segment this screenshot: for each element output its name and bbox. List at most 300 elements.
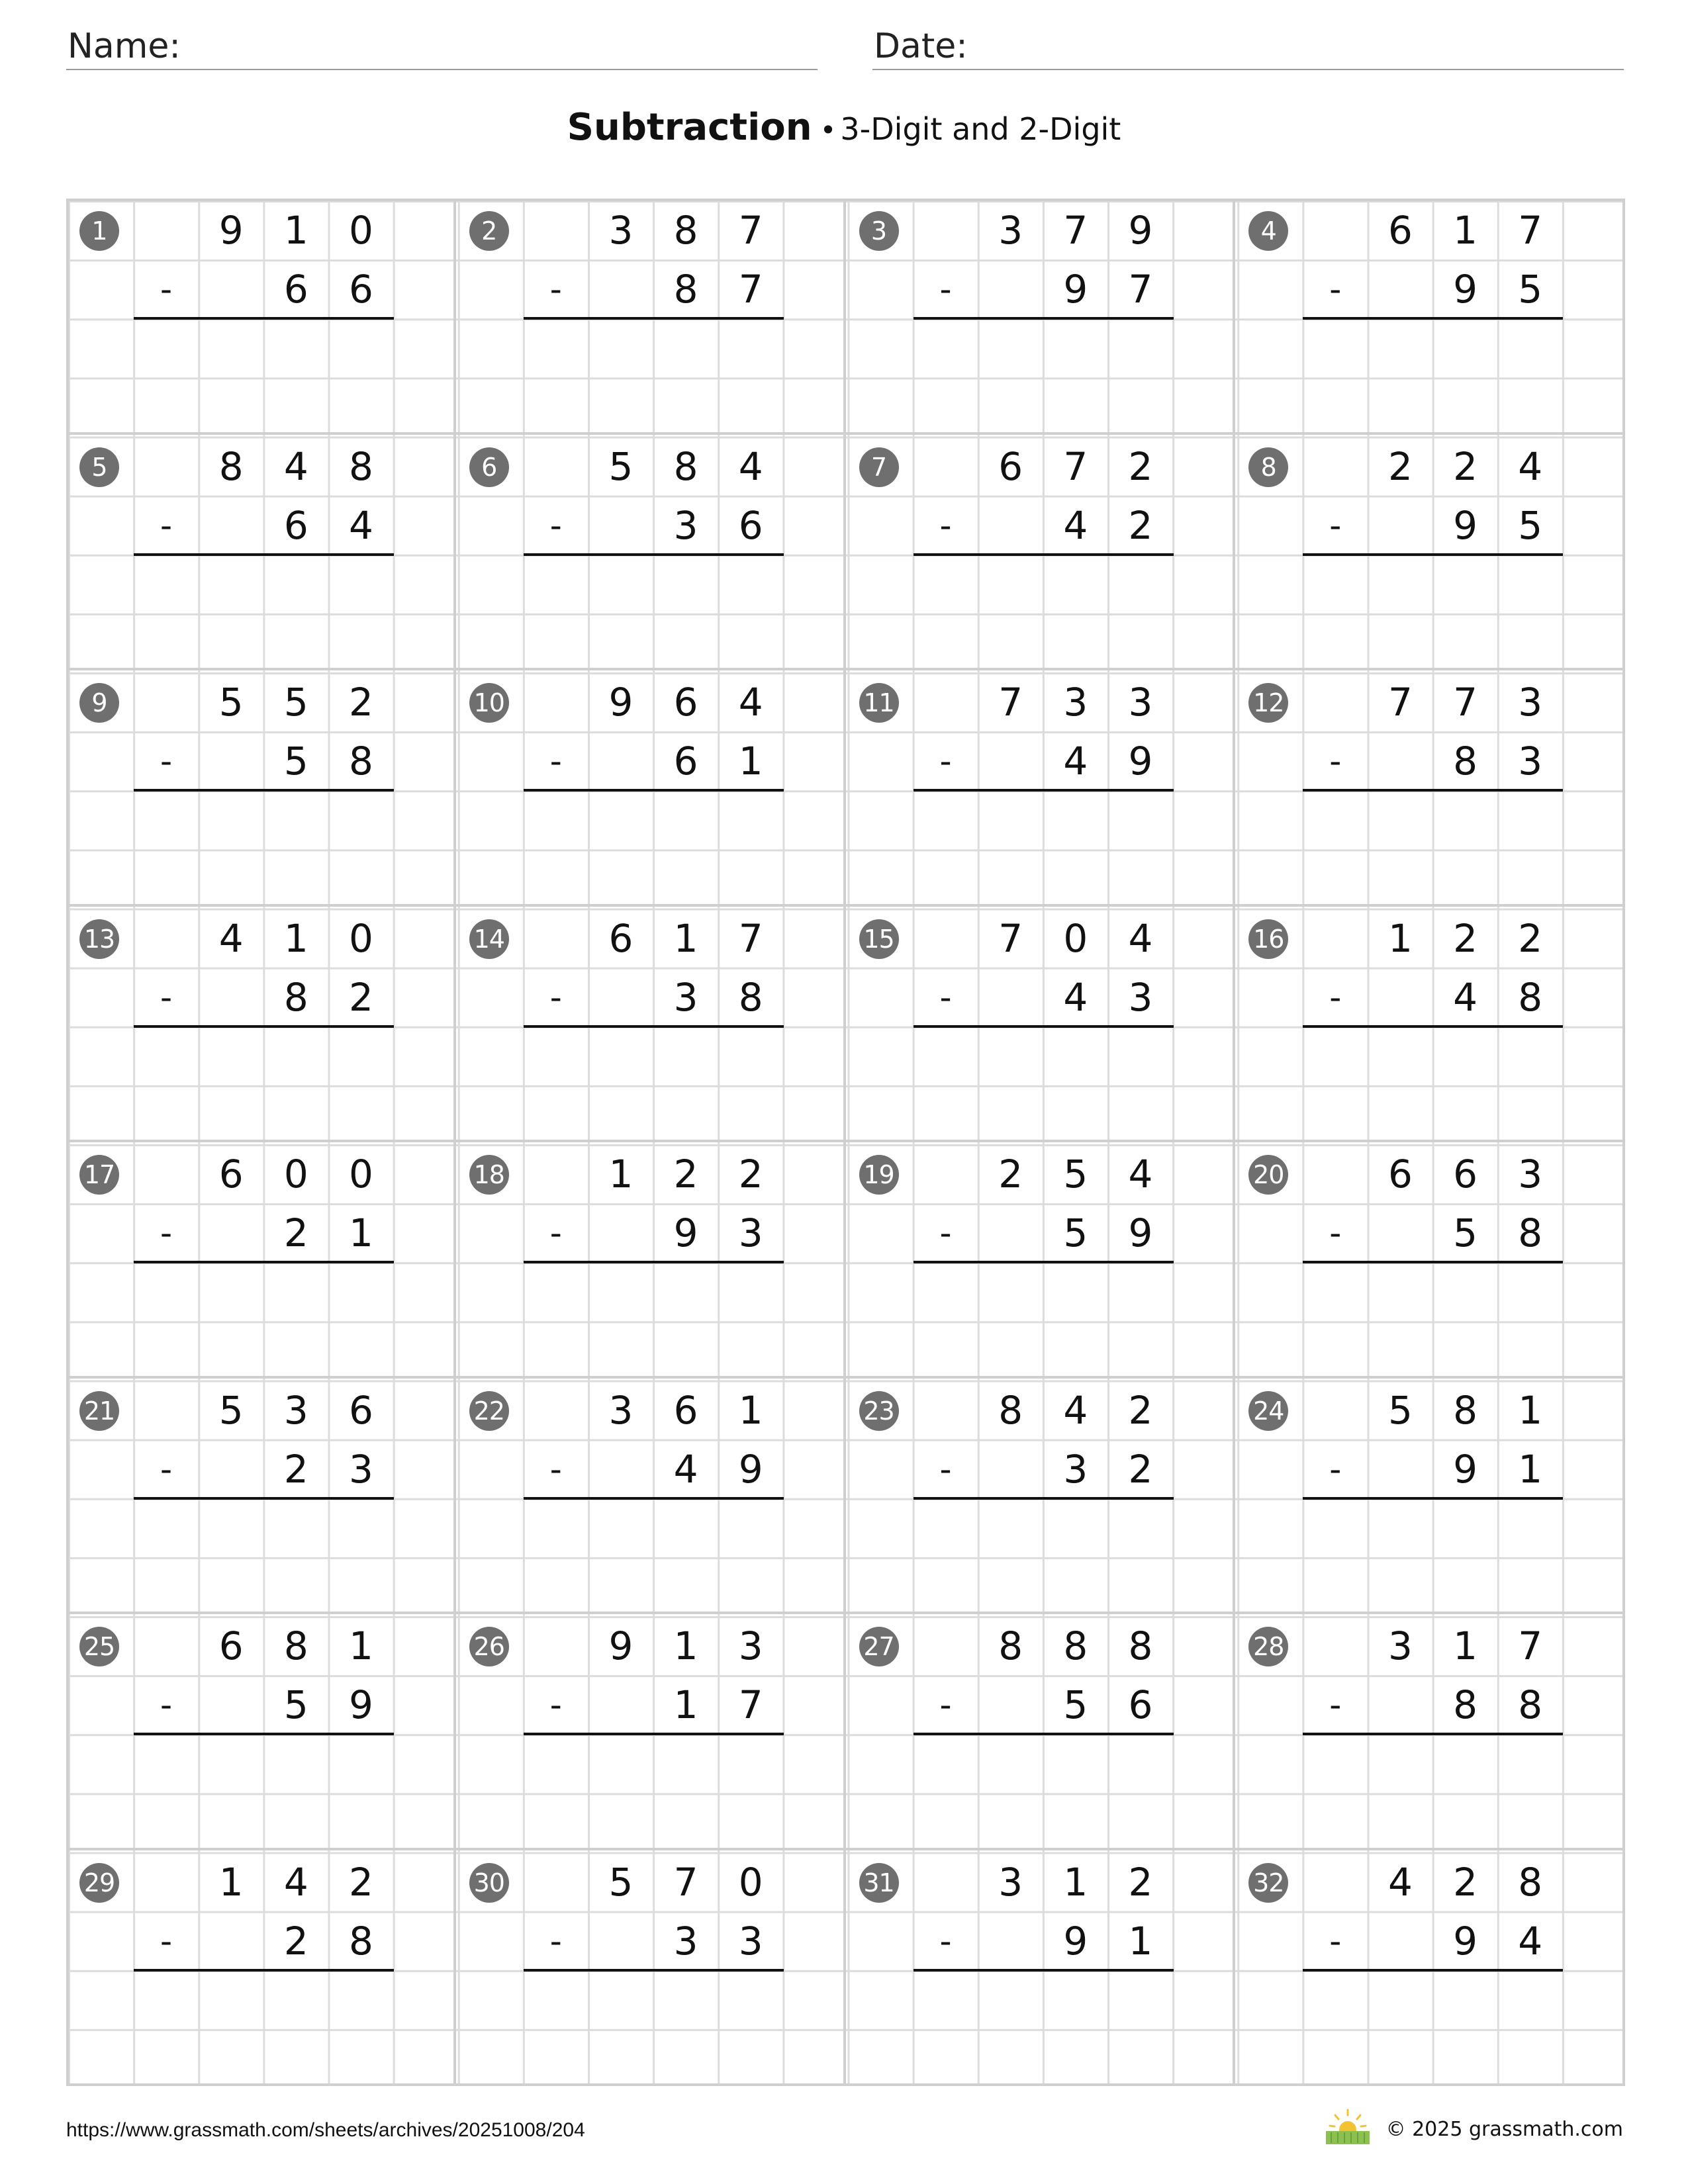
answer-area[interactable] xyxy=(524,319,784,434)
problem-17 xyxy=(66,1142,456,1379)
problem-number-badge: 21 xyxy=(79,1391,119,1431)
problem-number-badge: 22 xyxy=(469,1391,509,1431)
minuend-digit: 7 xyxy=(1518,1623,1543,1668)
problem-21 xyxy=(66,1379,456,1615)
minuend-digit: 7 xyxy=(1453,680,1478,725)
subtrahend-digit: 9 xyxy=(1453,1446,1478,1492)
minuend-digit: 1 xyxy=(1453,208,1478,253)
minuend-digit: 3 xyxy=(283,1387,308,1433)
subtrahend-digit: 3 xyxy=(349,1446,373,1492)
minus-sign: - xyxy=(1329,1921,1342,1960)
minus-sign: - xyxy=(939,506,952,545)
minus-sign: - xyxy=(1329,1214,1342,1252)
subtrahend-digit: 8 xyxy=(673,267,698,312)
minuend-digit: 6 xyxy=(349,1387,373,1433)
minuend-digit: 3 xyxy=(998,1859,1023,1905)
minuend-digit: 6 xyxy=(1388,208,1413,253)
title-separator: • xyxy=(820,114,837,146)
minus-sign: - xyxy=(160,270,173,308)
answer-area[interactable] xyxy=(524,1027,784,1142)
subtrahend-digit: 3 xyxy=(738,1918,763,1964)
minuend-digit: 1 xyxy=(283,208,308,253)
problem-6 xyxy=(456,435,846,671)
problem-number-badge: 4 xyxy=(1248,211,1288,251)
minuend-digit: 4 xyxy=(1388,1859,1413,1905)
minuend-digit: 1 xyxy=(1453,1623,1478,1668)
problem-4 xyxy=(1235,199,1625,435)
problem-number-badge: 28 xyxy=(1248,1627,1288,1666)
minuend-digit: 8 xyxy=(673,208,698,253)
minuend-digit: 7 xyxy=(738,208,763,253)
problem-number-badge: 2 xyxy=(469,211,509,251)
answer-area[interactable] xyxy=(134,1971,394,2086)
answer-area[interactable] xyxy=(1303,1263,1563,1378)
minuend-digit: 5 xyxy=(283,680,308,725)
minuend-digit: 3 xyxy=(1518,680,1543,725)
minuend-digit: 3 xyxy=(608,1387,633,1433)
minus-sign: - xyxy=(549,506,562,545)
answer-area[interactable] xyxy=(524,1499,784,1614)
minuend-digit: 4 xyxy=(1518,443,1543,489)
problem-27 xyxy=(846,1614,1236,1850)
name-field[interactable] xyxy=(66,23,818,70)
minuend-digit: 8 xyxy=(218,443,244,489)
answer-area[interactable] xyxy=(1303,319,1563,434)
minuend-digit: 2 xyxy=(738,1152,763,1197)
grass-band xyxy=(1326,2131,1370,2144)
problem-number-badge: 18 xyxy=(469,1155,509,1195)
problem-number-badge: 16 xyxy=(1248,919,1288,959)
subtrahend-digit: 6 xyxy=(673,739,698,784)
minuend-digit: 8 xyxy=(1453,1387,1478,1433)
subtrahend-digit: 1 xyxy=(1128,1918,1153,1964)
problem-24 xyxy=(1235,1379,1625,1615)
answer-area[interactable] xyxy=(914,319,1174,434)
title-subtitle: 3-Digit and 2-Digit xyxy=(840,111,1121,147)
minuend-digit: 0 xyxy=(1063,915,1088,961)
problem-20 xyxy=(1235,1142,1625,1379)
minuend-digit: 5 xyxy=(1063,1152,1088,1197)
minus-sign: - xyxy=(1329,1686,1342,1724)
answer-area[interactable] xyxy=(524,1263,784,1378)
problem-3 xyxy=(846,199,1236,435)
problem-number-badge: 17 xyxy=(79,1155,119,1195)
problem-11 xyxy=(846,670,1236,907)
minuend-digit: 8 xyxy=(673,443,698,489)
minuend-digit: 2 xyxy=(1128,1387,1153,1433)
problem-7 xyxy=(846,435,1236,671)
minuend-digit: 3 xyxy=(1063,680,1088,725)
subtrahend-digit: 3 xyxy=(1128,974,1153,1020)
problem-5 xyxy=(66,435,456,671)
problem-15 xyxy=(846,907,1236,1143)
subtrahend-digit: 5 xyxy=(1518,267,1543,312)
minuend-digit: 7 xyxy=(998,680,1023,725)
minuend-digit: 5 xyxy=(218,1387,244,1433)
subtrahend-digit: 8 xyxy=(1518,974,1543,1020)
problem-22 xyxy=(456,1379,846,1615)
minuend-digit: 2 xyxy=(1453,915,1478,961)
problem-number-badge: 11 xyxy=(859,683,899,723)
subtrahend-digit: 6 xyxy=(738,502,763,548)
answer-area[interactable] xyxy=(134,1027,394,1142)
minus-sign: - xyxy=(160,506,173,545)
minus-sign: - xyxy=(549,1921,562,1960)
minuend-digit: 8 xyxy=(998,1623,1023,1668)
answer-area[interactable] xyxy=(914,1971,1174,2086)
problem-16 xyxy=(1235,907,1625,1143)
subtrahend-digit: 2 xyxy=(283,1446,308,1492)
minus-sign: - xyxy=(939,1686,952,1724)
minus-sign: - xyxy=(160,1214,173,1252)
problem-number-badge: 26 xyxy=(469,1627,509,1666)
problem-18 xyxy=(456,1142,846,1379)
subtrahend-digit: 9 xyxy=(1453,1918,1478,1964)
answer-area[interactable] xyxy=(524,791,784,906)
minuend-digit: 4 xyxy=(1128,1152,1153,1197)
subtrahend-digit: 1 xyxy=(673,1682,698,1728)
problem-number-badge: 10 xyxy=(469,683,509,723)
subtrahend-digit: 4 xyxy=(1518,1918,1543,1964)
subtrahend-digit: 9 xyxy=(673,1210,698,1256)
answer-area[interactable] xyxy=(1303,791,1563,906)
subtrahend-digit: 1 xyxy=(738,739,763,784)
minuend-digit: 3 xyxy=(1388,1623,1413,1668)
problem-number-badge: 6 xyxy=(469,447,509,487)
subtrahend-digit: 6 xyxy=(283,267,308,312)
minuend-digit: 3 xyxy=(998,208,1023,253)
minuend-digit: 2 xyxy=(349,1859,373,1905)
minuend-digit: 6 xyxy=(218,1623,244,1668)
minuend-digit: 0 xyxy=(349,208,373,253)
subtrahend-digit: 8 xyxy=(1518,1210,1543,1256)
subtrahend-digit: 3 xyxy=(673,502,698,548)
minuend-digit: 1 xyxy=(349,1623,373,1668)
answer-area[interactable] xyxy=(1303,1499,1563,1614)
minuend-digit: 6 xyxy=(1453,1152,1478,1197)
minuend-digit: 8 xyxy=(998,1387,1023,1433)
minuend-digit: 0 xyxy=(738,1859,763,1905)
subtrahend-digit: 8 xyxy=(1518,1682,1543,1728)
minus-sign: - xyxy=(549,742,562,780)
problem-12 xyxy=(1235,670,1625,907)
minuend-digit: 3 xyxy=(738,1623,763,1668)
subtrahend-digit: 8 xyxy=(283,974,308,1020)
subtrahend-digit: 4 xyxy=(349,502,373,548)
answer-area[interactable] xyxy=(914,1263,1174,1378)
answer-area[interactable] xyxy=(524,555,784,670)
subtrahend-digit: 2 xyxy=(1128,502,1153,548)
minuend-digit: 4 xyxy=(738,680,763,725)
minuend-digit: 5 xyxy=(1388,1387,1413,1433)
minus-sign: - xyxy=(939,270,952,308)
minuend-digit: 1 xyxy=(608,1152,633,1197)
minus-sign: - xyxy=(939,1921,952,1960)
problem-number-badge: 31 xyxy=(859,1863,899,1903)
footer-url: https://www.grassmath.com/sheets/archives/20251008/204 xyxy=(66,2119,585,2141)
answer-area[interactable] xyxy=(914,791,1174,906)
problem-10 xyxy=(456,670,846,907)
minuend-digit: 4 xyxy=(218,915,244,961)
minuend-digit: 9 xyxy=(608,1623,633,1668)
subtrahend-digit: 3 xyxy=(1063,1446,1088,1492)
subtrahend-digit: 9 xyxy=(1128,739,1153,784)
minus-sign: - xyxy=(939,742,952,780)
subtrahend-digit: 5 xyxy=(1063,1210,1088,1256)
minuend-digit: 4 xyxy=(738,443,763,489)
problem-number-badge: 12 xyxy=(1248,683,1288,723)
minuend-digit: 2 xyxy=(1128,1859,1153,1905)
problem-31 xyxy=(846,1850,1236,2087)
sun-over-grass-icon xyxy=(1326,2109,1370,2144)
minuend-digit: 2 xyxy=(998,1152,1023,1197)
problem-number-badge: 30 xyxy=(469,1863,509,1903)
minuend-digit: 1 xyxy=(673,915,698,961)
minuend-digit: 3 xyxy=(1518,1152,1543,1197)
problem-26 xyxy=(456,1614,846,1850)
answer-area[interactable] xyxy=(134,319,394,434)
problem-23 xyxy=(846,1379,1236,1615)
minus-sign: - xyxy=(549,978,562,1017)
answer-area[interactable] xyxy=(134,1735,394,1850)
problem-30 xyxy=(456,1850,846,2087)
answer-area[interactable] xyxy=(524,1971,784,2086)
minuend-digit: 1 xyxy=(218,1859,244,1905)
minuend-digit: 2 xyxy=(1128,443,1153,489)
minus-sign: - xyxy=(939,978,952,1017)
minuend-digit: 6 xyxy=(608,915,633,961)
subtrahend-digit: 9 xyxy=(1063,1918,1088,1964)
minuend-digit: 7 xyxy=(673,1859,698,1905)
subtrahend-digit: 9 xyxy=(1453,267,1478,312)
subtrahend-digit: 4 xyxy=(673,1446,698,1492)
minuend-digit: 4 xyxy=(1128,915,1153,961)
footer-copyright: © 2025 grassmath.com xyxy=(1385,2118,1623,2141)
problem-32 xyxy=(1235,1850,1625,2087)
problem-number-badge: 24 xyxy=(1248,1391,1288,1431)
answer-area[interactable] xyxy=(134,791,394,906)
subtrahend-digit: 6 xyxy=(349,267,373,312)
problem-number-badge: 8 xyxy=(1248,447,1288,487)
minuend-digit: 2 xyxy=(673,1152,698,1197)
minuend-digit: 6 xyxy=(1388,1152,1413,1197)
name-label: Name: xyxy=(68,26,181,66)
problem-number-badge: 1 xyxy=(79,211,119,251)
answer-area[interactable] xyxy=(524,1735,784,1850)
minus-sign: - xyxy=(549,270,562,308)
subtrahend-digit: 2 xyxy=(349,974,373,1020)
problem-number-badge: 9 xyxy=(79,683,119,723)
subtrahend-digit: 6 xyxy=(283,502,308,548)
minuend-digit: 7 xyxy=(1518,208,1543,253)
minuend-digit: 2 xyxy=(1453,1859,1478,1905)
minuend-digit: 1 xyxy=(283,915,308,961)
subtrahend-digit: 3 xyxy=(673,974,698,1020)
subtrahend-digit: 7 xyxy=(1128,267,1153,312)
minuend-digit: 9 xyxy=(1128,208,1153,253)
minuend-digit: 2 xyxy=(349,680,373,725)
worksheet-title xyxy=(0,106,1688,149)
subtrahend-digit: 8 xyxy=(349,739,373,784)
minuend-digit: 6 xyxy=(218,1152,244,1197)
minuend-digit: 1 xyxy=(738,1387,763,1433)
problem-number-badge: 23 xyxy=(859,1391,899,1431)
problem-number-badge: 3 xyxy=(859,211,899,251)
minuend-digit: 7 xyxy=(1388,680,1413,725)
minuend-digit: 7 xyxy=(1063,208,1088,253)
minuend-digit: 0 xyxy=(349,1152,373,1197)
minus-sign: - xyxy=(160,978,173,1017)
minus-sign: - xyxy=(1329,978,1342,1017)
subtrahend-digit: 3 xyxy=(1518,739,1543,784)
minuend-digit: 6 xyxy=(673,680,698,725)
problem-number-badge: 20 xyxy=(1248,1155,1288,1195)
subtrahend-digit: 7 xyxy=(738,267,763,312)
subtrahend-digit: 5 xyxy=(1518,502,1543,548)
problem-number-badge: 27 xyxy=(859,1627,899,1666)
subtrahend-digit: 4 xyxy=(1063,739,1088,784)
minuend-digit: 5 xyxy=(608,1859,633,1905)
subtrahend-digit: 7 xyxy=(738,1682,763,1728)
minuend-digit: 9 xyxy=(218,208,244,253)
subtrahend-digit: 1 xyxy=(349,1210,373,1256)
subtrahend-digit: 8 xyxy=(738,974,763,1020)
minuend-digit: 1 xyxy=(1518,1387,1543,1433)
minus-sign: - xyxy=(1329,270,1342,308)
minus-sign: - xyxy=(1329,742,1342,780)
problem-9 xyxy=(66,670,456,907)
subtrahend-digit: 3 xyxy=(738,1210,763,1256)
minuend-digit: 5 xyxy=(218,680,244,725)
answer-area[interactable] xyxy=(1303,1971,1563,2086)
answer-area[interactable] xyxy=(134,1263,394,1378)
minus-sign: - xyxy=(939,1449,952,1488)
minuend-digit: 8 xyxy=(349,443,373,489)
minus-sign: - xyxy=(160,1921,173,1960)
answer-area[interactable] xyxy=(1303,555,1563,670)
subtrahend-digit: 6 xyxy=(1128,1682,1153,1728)
problem-number-badge: 19 xyxy=(859,1155,899,1195)
problem-number-badge: 25 xyxy=(79,1627,119,1666)
minuend-digit: 8 xyxy=(283,1623,308,1668)
answer-area[interactable] xyxy=(1303,1027,1563,1142)
minuend-digit: 7 xyxy=(1063,443,1088,489)
minus-sign: - xyxy=(549,1449,562,1488)
minuend-digit: 8 xyxy=(1063,1623,1088,1668)
minuend-digit: 4 xyxy=(1063,1387,1088,1433)
answer-area[interactable] xyxy=(914,1735,1174,1850)
subtrahend-digit: 5 xyxy=(1063,1682,1088,1728)
subtrahend-digit: 2 xyxy=(283,1918,308,1964)
date-field[interactable] xyxy=(872,23,1624,70)
problem-8 xyxy=(1235,435,1625,671)
subtrahend-digit: 9 xyxy=(349,1682,373,1728)
subtrahend-digit: 2 xyxy=(1128,1446,1153,1492)
minuend-digit: 2 xyxy=(1453,443,1478,489)
subtrahend-digit: 8 xyxy=(349,1918,373,1964)
minuend-digit: 1 xyxy=(1063,1859,1088,1905)
answer-area[interactable] xyxy=(914,1027,1174,1142)
title-main: Subtraction xyxy=(567,106,812,149)
problem-grid xyxy=(66,199,1625,2086)
minuend-digit: 6 xyxy=(673,1387,698,1433)
minus-sign: - xyxy=(160,1449,173,1488)
problem-14 xyxy=(456,907,846,1143)
problem-number-badge: 29 xyxy=(79,1863,119,1903)
minuend-digit: 0 xyxy=(283,1152,308,1197)
minuend-digit: 8 xyxy=(1518,1859,1543,1905)
subtrahend-digit: 3 xyxy=(673,1918,698,1964)
minuend-digit: 1 xyxy=(673,1623,698,1668)
answer-area[interactable] xyxy=(914,555,1174,670)
subtrahend-digit: 2 xyxy=(283,1210,308,1256)
problem-29 xyxy=(66,1850,456,2087)
answer-area[interactable] xyxy=(134,1499,394,1614)
minuend-digit: 4 xyxy=(283,1859,308,1905)
minuend-digit: 3 xyxy=(1128,680,1153,725)
minuend-digit: 1 xyxy=(1388,915,1413,961)
subtrahend-digit: 9 xyxy=(1063,267,1088,312)
problem-2 xyxy=(456,199,846,435)
problem-number-badge: 13 xyxy=(79,919,119,959)
problem-number-badge: 5 xyxy=(79,447,119,487)
minuend-digit: 5 xyxy=(608,443,633,489)
minus-sign: - xyxy=(549,1686,562,1724)
problem-number-badge: 15 xyxy=(859,919,899,959)
problem-number-badge: 7 xyxy=(859,447,899,487)
minuend-digit: 9 xyxy=(608,680,633,725)
subtrahend-digit: 4 xyxy=(1063,974,1088,1020)
answer-area[interactable] xyxy=(134,555,394,670)
problem-28 xyxy=(1235,1614,1625,1850)
subtrahend-digit: 5 xyxy=(1453,1210,1478,1256)
minuend-digit: 4 xyxy=(283,443,308,489)
subtrahend-digit: 4 xyxy=(1453,974,1478,1020)
minus-sign: - xyxy=(549,1214,562,1252)
subtrahend-digit: 8 xyxy=(1453,739,1478,784)
minuend-digit: 3 xyxy=(608,208,633,253)
minus-sign: - xyxy=(939,1214,952,1252)
minuend-digit: 2 xyxy=(1518,915,1543,961)
subtrahend-digit: 9 xyxy=(1128,1210,1153,1256)
minuend-digit: 2 xyxy=(1388,443,1413,489)
subtrahend-digit: 8 xyxy=(1453,1682,1478,1728)
subtrahend-digit: 5 xyxy=(283,1682,308,1728)
problem-19 xyxy=(846,1142,1236,1379)
minus-sign: - xyxy=(1329,1449,1342,1488)
subtrahend-digit: 4 xyxy=(1063,502,1088,548)
subtrahend-digit: 9 xyxy=(1453,502,1478,548)
problem-13 xyxy=(66,907,456,1143)
problem-number-badge: 32 xyxy=(1248,1863,1288,1903)
problem-number-badge: 14 xyxy=(469,919,509,959)
minuend-digit: 8 xyxy=(1128,1623,1153,1668)
subtrahend-digit: 1 xyxy=(1518,1446,1543,1492)
date-label: Date: xyxy=(874,26,968,66)
minuend-digit: 0 xyxy=(349,915,373,961)
subtrahend-digit: 5 xyxy=(283,739,308,784)
problem-25 xyxy=(66,1614,456,1850)
minus-sign: - xyxy=(1329,506,1342,545)
answer-area[interactable] xyxy=(914,1499,1174,1614)
answer-area[interactable] xyxy=(1303,1735,1563,1850)
problem-1 xyxy=(66,199,456,435)
subtrahend-digit: 9 xyxy=(738,1446,763,1492)
minus-sign: - xyxy=(160,1686,173,1724)
minus-sign: - xyxy=(160,742,173,780)
minuend-digit: 7 xyxy=(738,915,763,961)
minuend-digit: 7 xyxy=(998,915,1023,961)
